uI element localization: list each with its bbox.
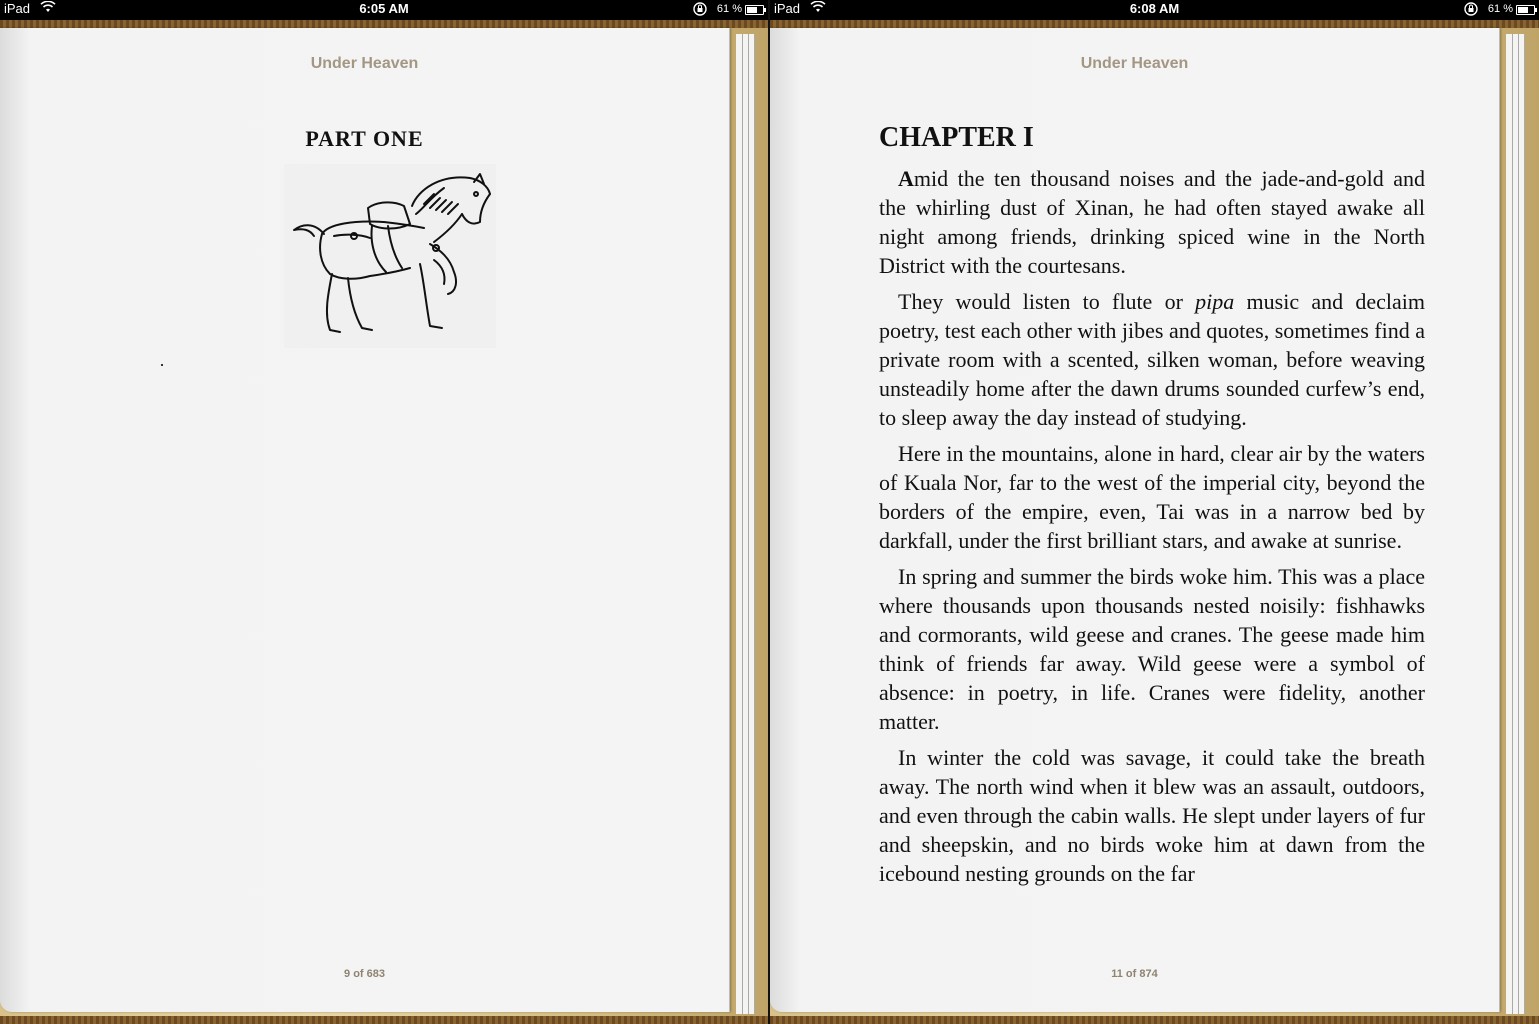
paragraph-text: They would listen to flute or: [898, 289, 1196, 314]
wood-edge-top: [0, 20, 768, 28]
book-page[interactable]: [0, 28, 730, 1012]
page-stack-edge: [1518, 34, 1525, 1014]
italic-word: pipa: [1195, 289, 1235, 314]
status-bar: [0, 0, 768, 20]
rotation-lock-icon: [692, 1, 708, 20]
chapter-body: [879, 164, 1425, 895]
wood-edge-top: [770, 20, 1539, 28]
page-stack-edge: [748, 34, 755, 1014]
book-title[interactable]: Under Heaven: [310, 55, 419, 72]
paragraph-text: music and declaim poetry, test each other with jibes and quotes, sometimes find a private room with a scented, silken woman, before weaving unsteadily home after the dawn drums sounded curfew’s end, to sleep away the day instead of studying.: [879, 289, 1425, 430]
status-time: 6:05 AM: [359, 1, 409, 16]
page-stack-edge: [742, 34, 749, 1014]
horse-illustration: [284, 164, 496, 348]
rotation-lock-icon: [1463, 1, 1479, 20]
page-speck: [161, 364, 163, 366]
reader-screen-left: [0, 0, 768, 1024]
paragraph: In spring and summer the birds woke him. This was a place where thousands upon thousands nested noisily: fishhawks and cormorants, wild geese and cranes. The geese made him think of friends far away. Wild geese were a symbol of absence: in poetry, in life. Cranes were fidelity, another matter.: [879, 564, 1425, 734]
battery-percent: 61 %: [716, 3, 742, 15]
carrier-label: iPad: [774, 1, 801, 16]
book-page[interactable]: [770, 28, 1500, 1012]
battery-icon: [745, 5, 764, 15]
status-time: 6:08 AM: [1129, 1, 1180, 16]
chapter-heading: CHAPTER I: [879, 122, 1034, 153]
wood-edge-bottom: [770, 1016, 1539, 1024]
status-bar: [770, 0, 1539, 20]
paragraph: In winter the cold was savage, it could take the breath away. The north wind when it blew was an assault, outdoors, and even through the cabin walls. He slept under layers of fur and sheepskin, and no birds woke him at dawn from the icebound nesting grounds on the far: [879, 745, 1425, 886]
paragraph: Here in the mountains, alone in hard, clear air by the waters of Kuala Nor, far to the west of the imperial city, beyond the borders of the empire, even, Tai was in a narrow bed by darkfall, under the first brilliant stars, and awake at sunrise.: [879, 441, 1425, 553]
book-title[interactable]: Under Heaven: [1080, 55, 1189, 72]
paragraph: [879, 287, 1425, 432]
page-stack-edge: [736, 34, 743, 1014]
paragraph: [879, 164, 1425, 280]
page-stack-edge: [1512, 34, 1519, 1014]
page-number: 9 of 683: [344, 968, 385, 980]
reader-screen-right: [770, 0, 1539, 1024]
drop-cap: A: [898, 166, 914, 191]
battery-icon: [1516, 5, 1535, 15]
wood-edge-bottom: [0, 1016, 768, 1024]
part-heading: PART ONE: [305, 126, 424, 151]
battery-percent: 61 %: [1487, 3, 1513, 15]
page-stack-edge: [1506, 34, 1513, 1014]
page-number: 11 of 874: [1111, 968, 1158, 980]
carrier-label: iPad: [4, 1, 31, 16]
paragraph-text: mid the ten thousand noises and the jade-and-gold and the whirling dust of Xinan, he had often stayed awake all night among friends, drinking spiced wine in the North District with the courtesans.: [879, 166, 1425, 278]
